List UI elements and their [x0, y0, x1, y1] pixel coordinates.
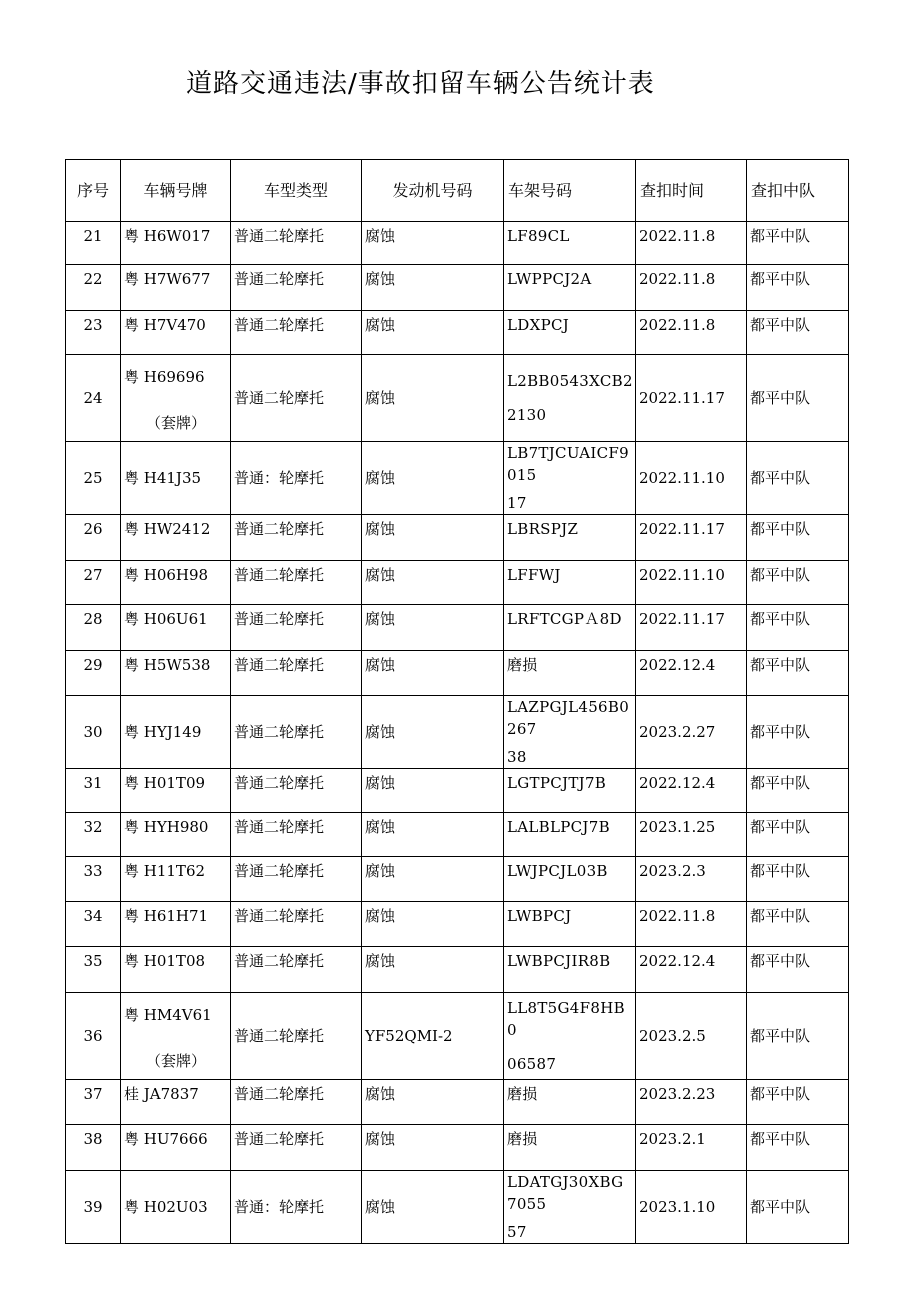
plate-cell [121, 265, 231, 311]
seizure-date: 2022.11.8 [636, 902, 747, 947]
squad-name: 都平中队 [747, 1171, 849, 1244]
frame-number-cont: 38 [507, 748, 527, 766]
table-row [66, 442, 849, 515]
plate-number: 粤 HU7666 [124, 1130, 208, 1148]
header-frame: 车架号码 [504, 160, 636, 222]
header-plate: 车辆号牌 [121, 160, 231, 222]
vehicle-type: 普通二轮摩托 [231, 947, 362, 993]
frame-number: 磨损 [507, 656, 538, 674]
plate-number: 粤 H7W677 [124, 270, 211, 288]
frame-cell [504, 355, 636, 442]
engine-number: 腐蚀 [362, 265, 504, 311]
squad-name: 都平中队 [747, 813, 849, 857]
squad-name: 都平中队 [747, 651, 849, 696]
frame-number: L2BB0543XCB2 [507, 372, 633, 390]
plate-number: 粤 H6W017 [124, 227, 211, 245]
squad-name: 都平中队 [747, 902, 849, 947]
vehicle-type: 普通二轮摩托 [231, 902, 362, 947]
engine-number: 腐蚀 [362, 902, 504, 947]
vehicle-type: 普通：轮摩托 [231, 1171, 362, 1244]
plate-number: 粤 H61H71 [124, 907, 209, 925]
plate-number: 粤 H11T62 [124, 862, 206, 880]
vehicle-type: 普通二轮摩托 [231, 515, 362, 561]
vehicle-type: 普通二轮摩托 [231, 651, 362, 696]
frame-number: 磨损 [507, 1130, 538, 1148]
table-row [66, 993, 849, 1080]
frame-cell [504, 442, 636, 515]
frame-number: LGTPCJTJ7B [507, 774, 607, 792]
seizure-date: 2023.1.10 [636, 1171, 747, 1244]
seizure-date: 2022.11.17 [636, 355, 747, 442]
plate-number: 粤 HW2412 [124, 520, 211, 538]
plate-cell [121, 311, 231, 355]
row-number: 25 [66, 442, 121, 515]
frame-number-cont: 17 [507, 494, 527, 512]
frame-number: LWBPCJIR8B [507, 952, 611, 970]
plate-number: 粤 H02U03 [124, 1198, 208, 1216]
table-row [66, 947, 849, 993]
header-squad: 查扣中队 [747, 160, 849, 222]
squad-name: 都平中队 [747, 947, 849, 993]
header-engine: 发动机号码 [362, 160, 504, 222]
vehicle-type: 普通二轮摩托 [231, 696, 362, 769]
table-row [66, 515, 849, 561]
table-row [66, 902, 849, 947]
engine-number: 腐蚀 [362, 1171, 504, 1244]
squad-name: 都平中队 [747, 1125, 849, 1171]
row-number: 34 [66, 902, 121, 947]
plate-cell [121, 515, 231, 561]
seizure-date: 2023.2.3 [636, 857, 747, 902]
seizure-date: 2022.11.17 [636, 605, 747, 651]
plate-number: 粤 HM4V61 [124, 1005, 212, 1024]
squad-name: 都平中队 [747, 355, 849, 442]
page-title: 道路交通违法/事故扣留车辆公告统计表 [186, 69, 655, 99]
plate-cell [121, 769, 231, 813]
plate-number: 桂 JA7837 [124, 1085, 199, 1103]
plate-number: 粤 H69696 [124, 367, 205, 386]
frame-number: LALBLPCJ7B [507, 818, 610, 836]
engine-number: 腐蚀 [362, 561, 504, 605]
engine-number: 腐蚀 [362, 813, 504, 857]
frame-cell [504, 1171, 636, 1244]
frame-cell [504, 769, 636, 813]
table-row [66, 605, 849, 651]
row-number: 32 [66, 813, 121, 857]
vehicle-type: 普通二轮摩托 [231, 265, 362, 311]
frame-number: LAZPGJL456B0267 [507, 698, 630, 738]
squad-name: 都平中队 [747, 311, 849, 355]
seizure-date: 2022.11.17 [636, 515, 747, 561]
table-row [66, 1171, 849, 1244]
frame-cell [504, 265, 636, 311]
engine-number: 腐蚀 [362, 1080, 504, 1125]
row-number: 31 [66, 769, 121, 813]
frame-number-cont: 06587 [507, 1055, 557, 1073]
engine-number: 腐蚀 [362, 222, 504, 265]
plate-number: 粤 H06U61 [124, 610, 208, 628]
vehicle-type: 普通：轮摩托 [231, 442, 362, 515]
row-number: 23 [66, 311, 121, 355]
frame-cell [504, 696, 636, 769]
frame-number: LDXPCJ [507, 316, 570, 334]
row-number: 36 [66, 993, 121, 1080]
seizure-date: 2023.1.25 [636, 813, 747, 857]
plate-number: 粤 H01T09 [124, 774, 206, 792]
vehicle-table [65, 159, 849, 1244]
seizure-date: 2022.12.4 [636, 947, 747, 993]
table-row [66, 857, 849, 902]
row-number: 30 [66, 696, 121, 769]
seizure-date: 2022.11.8 [636, 265, 747, 311]
seizure-date: 2022.12.4 [636, 651, 747, 696]
plate-note: （套牌） [146, 1051, 207, 1070]
row-number: 26 [66, 515, 121, 561]
row-number: 39 [66, 1171, 121, 1244]
frame-number: LWBPCJ [507, 907, 572, 925]
plate-cell [121, 902, 231, 947]
frame-cell [504, 993, 636, 1080]
frame-cell [504, 222, 636, 265]
frame-cell [504, 605, 636, 651]
plate-cell [121, 993, 231, 1080]
row-number: 37 [66, 1080, 121, 1125]
frame-cell [504, 1125, 636, 1171]
frame-number: LWJPCJL03B [507, 862, 608, 880]
plate-note: （套牌） [146, 413, 207, 432]
squad-name: 都平中队 [747, 1080, 849, 1125]
vehicle-type: 普通二轮摩托 [231, 561, 362, 605]
row-number: 28 [66, 605, 121, 651]
table-row [66, 769, 849, 813]
squad-name: 都平中队 [747, 265, 849, 311]
table-row [66, 311, 849, 355]
frame-number: LRFTCGPＡ8D [507, 610, 622, 628]
engine-number: 腐蚀 [362, 442, 504, 515]
header-date: 查扣时间 [636, 160, 747, 222]
squad-name: 都平中队 [747, 442, 849, 515]
plate-cell [121, 1080, 231, 1125]
plate-cell [121, 442, 231, 515]
plate-cell [121, 1125, 231, 1171]
row-number: 38 [66, 1125, 121, 1171]
row-number: 27 [66, 561, 121, 605]
engine-number: YF52QMI-2 [362, 993, 504, 1080]
frame-number: LDATGJ30XBG7055 [507, 1173, 624, 1213]
seizure-date: 2022.12.4 [636, 769, 747, 813]
frame-cell [504, 515, 636, 561]
seizure-date: 2022.11.8 [636, 222, 747, 265]
frame-cell [504, 651, 636, 696]
plate-cell [121, 696, 231, 769]
frame-cell [504, 947, 636, 993]
vehicle-type: 普通二轮摩托 [231, 993, 362, 1080]
row-number: 24 [66, 355, 121, 442]
table-row [66, 355, 849, 442]
squad-name: 都平中队 [747, 605, 849, 651]
plate-number: 粤 H5W538 [124, 656, 211, 674]
squad-name: 都平中队 [747, 769, 849, 813]
header-type: 车型类型 [231, 160, 362, 222]
vehicle-type: 普通二轮摩托 [231, 857, 362, 902]
engine-number: 腐蚀 [362, 947, 504, 993]
vehicle-type: 普通二轮摩托 [231, 605, 362, 651]
engine-number: 腐蚀 [362, 355, 504, 442]
frame-number: LB7TJCUAICF9015 [507, 444, 629, 484]
table-row [66, 222, 849, 265]
squad-name: 都平中队 [747, 993, 849, 1080]
row-number: 29 [66, 651, 121, 696]
frame-cell [504, 311, 636, 355]
seizure-date: 2022.11.10 [636, 561, 747, 605]
plate-cell [121, 1171, 231, 1244]
squad-name: 都平中队 [747, 857, 849, 902]
engine-number: 腐蚀 [362, 857, 504, 902]
frame-number: LFFWJ [507, 566, 561, 584]
plate-number: 粤 HYH980 [124, 818, 209, 836]
frame-cell [504, 1080, 636, 1125]
frame-cell [504, 902, 636, 947]
vehicle-type: 普通二轮摩托 [231, 1125, 362, 1171]
row-number: 35 [66, 947, 121, 993]
vehicle-type: 普通二轮摩托 [231, 222, 362, 265]
frame-number: LWPPCJ2A [507, 270, 592, 288]
plate-number: 粤 H01T08 [124, 952, 206, 970]
table-row [66, 1080, 849, 1125]
row-number: 33 [66, 857, 121, 902]
table-row [66, 651, 849, 696]
engine-number: 腐蚀 [362, 651, 504, 696]
plate-cell [121, 561, 231, 605]
engine-number: 腐蚀 [362, 1125, 504, 1171]
plate-cell [121, 947, 231, 993]
engine-number: 腐蚀 [362, 769, 504, 813]
seizure-date: 2023.2.27 [636, 696, 747, 769]
table-row [66, 813, 849, 857]
plate-number: 粤 H06H98 [124, 566, 209, 584]
plate-number: 粤 H41J35 [124, 469, 202, 487]
frame-number: LF89CL [507, 227, 570, 245]
header-no: 序号 [66, 160, 121, 222]
squad-name: 都平中队 [747, 515, 849, 561]
engine-number: 腐蚀 [362, 515, 504, 561]
header-row [66, 160, 849, 222]
plate-cell [121, 857, 231, 902]
row-number: 21 [66, 222, 121, 265]
plate-cell [121, 222, 231, 265]
plate-cell [121, 355, 231, 442]
vehicle-type: 普通二轮摩托 [231, 1080, 362, 1125]
row-number: 22 [66, 265, 121, 311]
squad-name: 都平中队 [747, 696, 849, 769]
table-row [66, 1125, 849, 1171]
seizure-date: 2023.2.23 [636, 1080, 747, 1125]
squad-name: 都平中队 [747, 561, 849, 605]
vehicle-type: 普通二轮摩托 [231, 769, 362, 813]
table-row [66, 265, 849, 311]
engine-number: 腐蚀 [362, 696, 504, 769]
engine-number: 腐蚀 [362, 311, 504, 355]
plate-cell [121, 651, 231, 696]
seizure-date: 2022.11.10 [636, 442, 747, 515]
frame-number-cont: 2130 [507, 406, 547, 424]
vehicle-type: 普通二轮摩托 [231, 311, 362, 355]
plate-cell [121, 605, 231, 651]
plate-cell [121, 813, 231, 857]
frame-cell [504, 561, 636, 605]
squad-name: 都平中队 [747, 222, 849, 265]
vehicle-type: 普通二轮摩托 [231, 813, 362, 857]
seizure-date: 2023.2.5 [636, 993, 747, 1080]
table-row [66, 696, 849, 769]
frame-number: 磨损 [507, 1085, 538, 1103]
seizure-date: 2022.11.8 [636, 311, 747, 355]
frame-number: LBRSPJZ [507, 520, 579, 538]
frame-number-cont: 57 [507, 1223, 527, 1241]
frame-number: LL8T5G4F8HB0 [507, 999, 625, 1039]
engine-number: 腐蚀 [362, 605, 504, 651]
vehicle-type: 普通二轮摩托 [231, 355, 362, 442]
plate-number: 粤 HYJ149 [124, 723, 202, 741]
plate-number: 粤 H7V470 [124, 316, 206, 334]
frame-cell [504, 857, 636, 902]
table-row [66, 561, 849, 605]
frame-cell [504, 813, 636, 857]
seizure-date: 2023.2.1 [636, 1125, 747, 1171]
